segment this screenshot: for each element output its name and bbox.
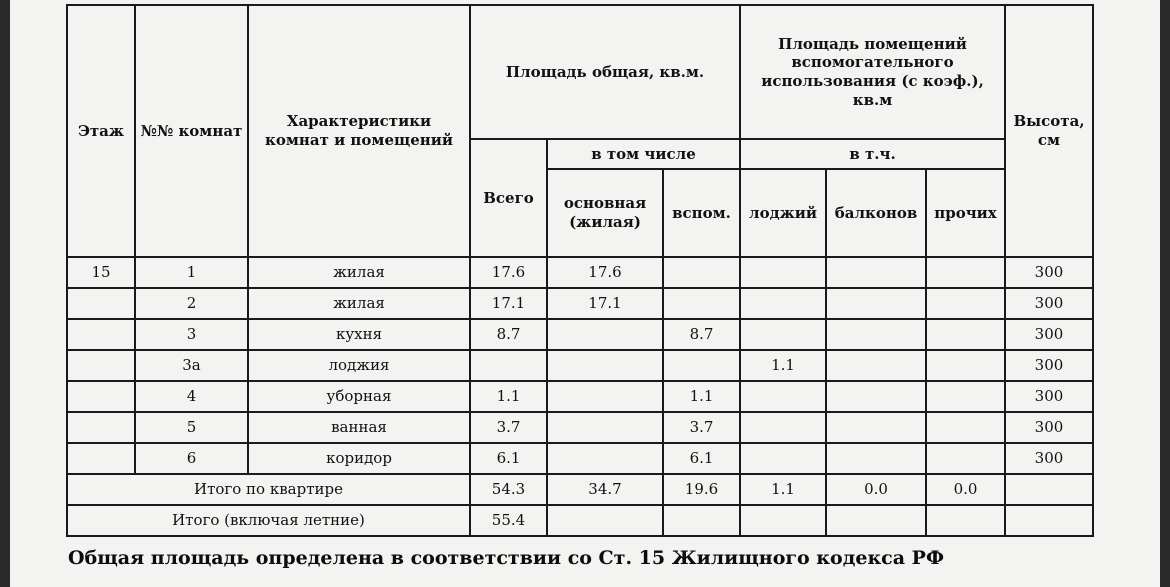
cell-room-no: 3 <box>135 319 248 350</box>
cell-other <box>926 257 1005 288</box>
cell-room-name: уборная <box>248 381 470 412</box>
cell-balcony <box>826 381 926 412</box>
cell-height: 300 <box>1005 288 1093 319</box>
cell-balcony <box>826 257 926 288</box>
cell-total: 17.1 <box>470 288 547 319</box>
table-row <box>67 257 1093 288</box>
cell-total <box>470 350 547 381</box>
cell-room-name: коридор <box>248 443 470 474</box>
header-auxiliary: вспом. <box>663 169 740 257</box>
cell-main: 17.6 <box>547 257 663 288</box>
cell-height: 300 <box>1005 257 1093 288</box>
cell-other <box>926 319 1005 350</box>
cell-main: 17.1 <box>547 288 663 319</box>
cell-aux <box>663 350 740 381</box>
cell-balcony <box>826 412 926 443</box>
cell-floor: 15 <box>67 257 135 288</box>
cell-main <box>547 350 663 381</box>
cell-other <box>926 288 1005 319</box>
cell-height: 300 <box>1005 350 1093 381</box>
summer-totals-total: 55.4 <box>470 505 547 536</box>
cell-height: 300 <box>1005 412 1093 443</box>
cell-room-no: 3а <box>135 350 248 381</box>
header-aux-area: Площадь помещений вспомогательного использования (с коэф.), кв.м <box>740 5 1005 139</box>
header-including: в том числе <box>547 139 740 169</box>
header-room-no: №№ комнат <box>135 5 248 257</box>
cell-height: 300 <box>1005 381 1093 412</box>
cell-aux <box>663 257 740 288</box>
cell-floor <box>67 288 135 319</box>
header-main-living: основная (жилая) <box>547 169 663 257</box>
cell-floor <box>67 381 135 412</box>
summer-empty-loggia <box>740 505 826 536</box>
cell-balcony <box>826 443 926 474</box>
summer-empty-main <box>547 505 663 536</box>
header-incl-short: в т.ч. <box>740 139 1005 169</box>
cell-room-name: жилая <box>248 257 470 288</box>
cell-loggia <box>740 412 826 443</box>
header-floor: Этаж <box>67 5 135 257</box>
totals-loggia: 1.1 <box>740 474 826 505</box>
summer-empty-balcony <box>826 505 926 536</box>
summer-totals-label: Итого (включая летние) <box>67 505 470 536</box>
cell-total: 6.1 <box>470 443 547 474</box>
summer-empty-aux <box>663 505 740 536</box>
header-height: Высота, см <box>1005 5 1093 257</box>
header-total: Всего <box>470 139 547 257</box>
cell-floor <box>67 319 135 350</box>
cell-aux: 8.7 <box>663 319 740 350</box>
cell-other <box>926 412 1005 443</box>
cell-floor <box>67 350 135 381</box>
cell-total: 8.7 <box>470 319 547 350</box>
cell-room-no: 5 <box>135 412 248 443</box>
cell-other <box>926 350 1005 381</box>
cell-total: 17.6 <box>470 257 547 288</box>
totals-height <box>1005 474 1093 505</box>
cell-main <box>547 319 663 350</box>
cell-floor <box>67 412 135 443</box>
summer-empty-height <box>1005 505 1093 536</box>
header-characteristics: Характеристики комнат и помещений <box>248 5 470 257</box>
header-loggias: лоджий <box>740 169 826 257</box>
cell-balcony <box>826 350 926 381</box>
totals-aux: 19.6 <box>663 474 740 505</box>
cell-room-name: жилая <box>248 288 470 319</box>
floor-plan-table <box>66 4 1094 537</box>
cell-aux: 3.7 <box>663 412 740 443</box>
cell-balcony <box>826 319 926 350</box>
table-row <box>67 350 1093 381</box>
cell-total: 1.1 <box>470 381 547 412</box>
cell-other <box>926 443 1005 474</box>
totals-label: Итого по квартире <box>67 474 470 505</box>
header-balconies: балконов <box>826 169 926 257</box>
totals-balcony: 0.0 <box>826 474 926 505</box>
table-row <box>67 288 1093 319</box>
totals-other: 0.0 <box>926 474 1005 505</box>
cell-room-no: 6 <box>135 443 248 474</box>
document-sheet <box>10 0 1160 587</box>
cell-loggia <box>740 443 826 474</box>
cell-height: 300 <box>1005 443 1093 474</box>
cell-aux <box>663 288 740 319</box>
cell-main <box>547 443 663 474</box>
cell-height: 300 <box>1005 319 1093 350</box>
cell-room-no: 2 <box>135 288 248 319</box>
table-row <box>67 381 1093 412</box>
cell-balcony <box>826 288 926 319</box>
totals-total: 54.3 <box>470 474 547 505</box>
cell-main <box>547 412 663 443</box>
cell-loggia <box>740 257 826 288</box>
table-row <box>67 319 1093 350</box>
table-row <box>67 412 1093 443</box>
summer-totals-row <box>67 505 1093 536</box>
header-other: прочих <box>926 169 1005 257</box>
cell-room-name: кухня <box>248 319 470 350</box>
summer-empty-other <box>926 505 1005 536</box>
cell-room-name: ванная <box>248 412 470 443</box>
totals-row <box>67 474 1093 505</box>
cell-total: 3.7 <box>470 412 547 443</box>
cell-main <box>547 381 663 412</box>
footer-note: Общая площадь определена в соответствии со Ст. 15 Жилищного кодекса РФ <box>68 547 944 569</box>
totals-main: 34.7 <box>547 474 663 505</box>
cell-room-no: 1 <box>135 257 248 288</box>
cell-room-no: 4 <box>135 381 248 412</box>
cell-aux: 1.1 <box>663 381 740 412</box>
header-total-area: Площадь общая, кв.м. <box>470 5 740 139</box>
cell-loggia: 1.1 <box>740 350 826 381</box>
cell-loggia <box>740 319 826 350</box>
header-row-1 <box>67 5 1093 139</box>
cell-floor <box>67 443 135 474</box>
cell-room-name: лоджия <box>248 350 470 381</box>
cell-other <box>926 381 1005 412</box>
cell-loggia <box>740 381 826 412</box>
cell-aux: 6.1 <box>663 443 740 474</box>
table-row <box>67 443 1093 474</box>
cell-loggia <box>740 288 826 319</box>
